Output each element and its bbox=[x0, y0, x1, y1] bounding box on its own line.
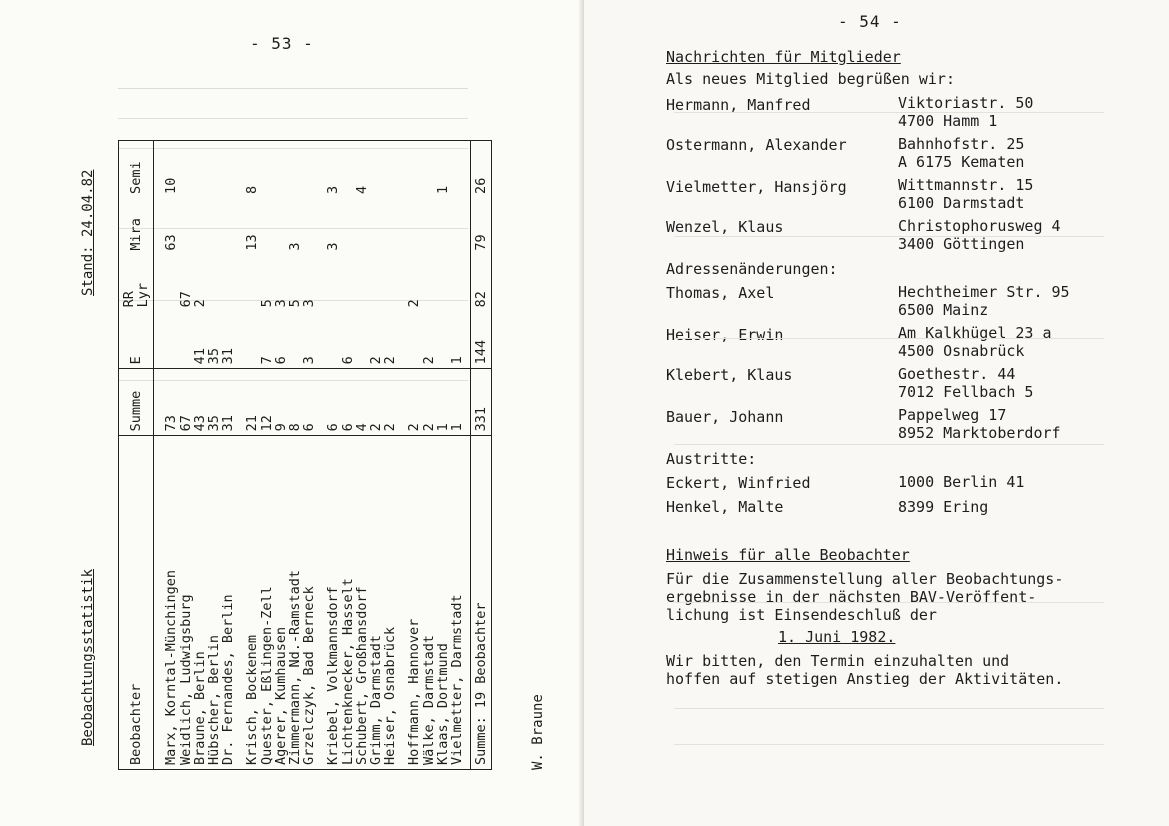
total-mira: 79 bbox=[471, 198, 492, 255]
address-changes-label: Adressenänderungen: bbox=[666, 260, 838, 278]
table-row: Schubert, Großhansdorf 4 4 bbox=[355, 141, 369, 770]
statistics-table bbox=[118, 140, 492, 770]
member-name: Heiser, Erwin bbox=[666, 326, 784, 344]
table-header-row bbox=[119, 141, 154, 770]
table-row: Weidlich, Ludwigsburg 67 67 bbox=[179, 141, 193, 770]
table-row: Braune, Berlin 43 41 2 bbox=[193, 141, 207, 770]
member-address: Bahnhofstr. 25 A 6175 Kematen bbox=[898, 135, 1025, 171]
notice-heading: Hinweis für alle Beobachter bbox=[666, 546, 910, 564]
total-observers: Summe: 19 Beobachter bbox=[471, 436, 492, 770]
member-address: Christophorusweg 4 3400 Göttingen bbox=[898, 217, 1061, 253]
member-address: 8399 Ering bbox=[898, 498, 989, 516]
welcome-line: Als neues Mitglied begrüßen wir: bbox=[666, 70, 955, 88]
table-total-row bbox=[471, 141, 492, 770]
notice-text: Für die Zusammenstellung aller Beobachtungs- ergebnisse in der nächsten BAV-Veröffent- lichung ist Einsendeschluß der bbox=[666, 570, 1064, 624]
member-address: Pappelweg 17 8952 Marktoberdorf bbox=[898, 406, 1061, 442]
member-address: Wittmannstr. 15 6100 Darmstadt bbox=[898, 176, 1034, 212]
member-address: Hechtheimer Str. 95 6500 Mainz bbox=[898, 283, 1070, 319]
total-rr: 82 bbox=[471, 255, 492, 312]
member-name: Thomas, Axel bbox=[666, 284, 775, 302]
news-heading: Nachrichten für Mitglieder bbox=[666, 48, 901, 66]
table-row: Marx, Korntal-Münchingen 73 63 10 bbox=[154, 141, 179, 770]
member-address: Goethestr. 44 7012 Fellbach 5 bbox=[898, 365, 1034, 401]
total-summe: 331 bbox=[471, 369, 492, 436]
header-mira: Mira bbox=[119, 198, 154, 255]
table-row: Hübscher, Berlin 35 35 bbox=[207, 141, 221, 770]
signature: W. Braune bbox=[530, 694, 546, 770]
header-rr-lyr bbox=[119, 255, 154, 312]
table-row: Heiser, Osnabrück 2 2 bbox=[383, 141, 397, 770]
stand-date: Stand: 24.04.82 bbox=[80, 169, 96, 296]
member-address: Am Kalkhügel 23 a 4500 Osnabrück bbox=[898, 324, 1052, 360]
statistics-sheet bbox=[80, 130, 546, 770]
header-e: E bbox=[119, 311, 154, 368]
header-lyr: Lyr bbox=[135, 283, 152, 308]
header-semi: Semi bbox=[119, 141, 154, 198]
table-row: Grimm, Darmstadt 2 2 bbox=[369, 141, 383, 770]
member-name: Klebert, Klaus bbox=[666, 366, 793, 384]
member-name: Eckert, Winfried bbox=[666, 474, 811, 492]
table-row: Kriebel, Volkmannsdorf 6 3 3 bbox=[316, 141, 340, 770]
member-name: Ostermann, Alexander bbox=[666, 136, 847, 154]
table-row: Wälke, Darmstadt 2 2 bbox=[422, 141, 436, 770]
member-name: Wenzel, Klaus bbox=[666, 218, 784, 236]
member-name: Henkel, Malte bbox=[666, 498, 784, 516]
member-address: Viktoriastr. 50 4700 Hamm 1 bbox=[898, 94, 1034, 130]
table-row: Dr. Fernandes, Berlin 31 31 bbox=[221, 141, 235, 770]
table-row: Grzelczyk, Bad Berneck 6 3 3 bbox=[302, 141, 316, 770]
header-summe: Summe bbox=[119, 369, 154, 436]
table-body bbox=[154, 141, 492, 770]
member-name: Hermann, Manfred bbox=[666, 96, 811, 114]
table-row: Agerer, Kumhausen 9 6 3 bbox=[274, 141, 288, 770]
table-row: Vielmetter, Darmstadt 1 1 bbox=[450, 141, 471, 770]
left-page bbox=[0, 0, 584, 826]
closing-text: Wir bitten, den Termin einzuhalten und hoffen auf stetigen Anstieg der Aktivitäten. bbox=[666, 652, 1064, 688]
exits-label: Austritte: bbox=[666, 450, 757, 468]
table-row: Klaas, Dortmund 1 1 bbox=[436, 141, 450, 770]
statistics-title: Beobachtungsstatistik bbox=[80, 568, 96, 746]
page-number-left: - 53 - bbox=[250, 34, 314, 53]
table-row: Lichtenknecker, Hasselt 6 6 bbox=[341, 141, 355, 770]
header-observer: Beobachter bbox=[119, 436, 154, 770]
page-number-right: - 54 - bbox=[838, 12, 902, 31]
member-name: Vielmetter, Hansjörg bbox=[666, 178, 847, 196]
deadline-date: 1. Juni 1982. bbox=[778, 628, 896, 646]
header-rr: RR bbox=[121, 291, 137, 308]
member-name: Bauer, Johann bbox=[666, 408, 784, 426]
total-semi: 26 bbox=[471, 141, 492, 198]
total-e: 144 bbox=[471, 311, 492, 368]
table-row: Quester, Eßlingen-Zell 12 7 5 bbox=[260, 141, 274, 770]
right-page bbox=[584, 0, 1169, 826]
member-address: 1000 Berlin 41 bbox=[898, 473, 1025, 491]
table-row: Hoffmann, Hannover 2 2 bbox=[397, 141, 421, 770]
table-row: Krisch, Bockenem 21 13 8 bbox=[235, 141, 259, 770]
table-row: Zimmermann, Nd.-Ramstadt 8 5 3 bbox=[288, 141, 302, 770]
